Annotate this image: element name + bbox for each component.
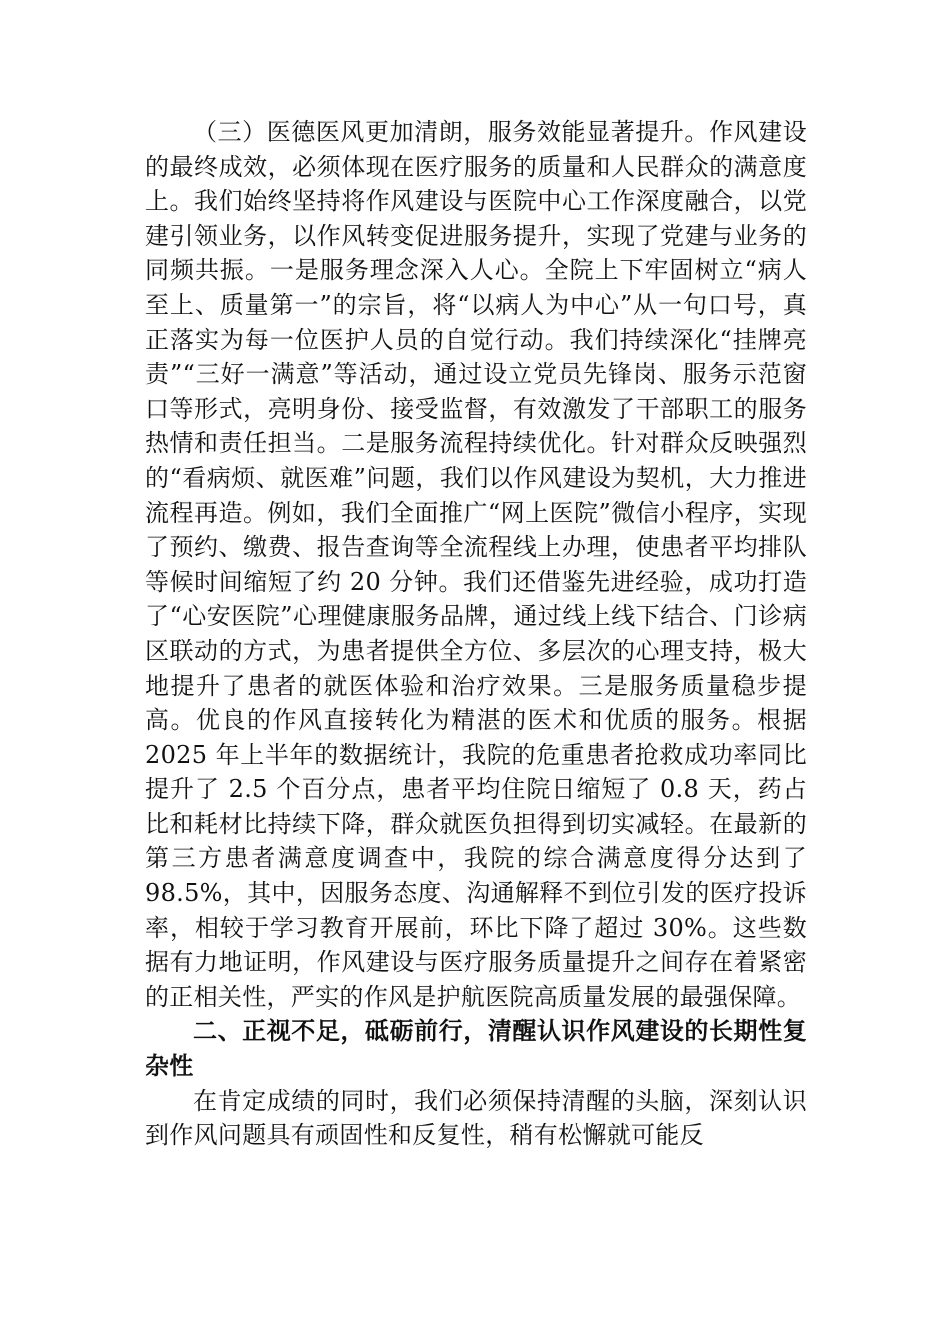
document-body xyxy=(145,115,807,1153)
section-heading: 二、正视不足，砥砺前行，清醒认识作风建设的长期性复杂性 xyxy=(145,1016,807,1081)
body-paragraph: 在肯定成绩的同时，我们必须保持清醒的头脑，深刻认识到作风问题具有顽固性和反复性，稍有松懈就可能反 xyxy=(145,1086,807,1150)
body-paragraph: （三）医德医风更加清朗，服务效能显著提升。作风建设的最终成效，必须体现在医疗服务的质量和人民群众的满意度上。我们始终坚持将作风建设与医院中心工作深度融合，以党建引领业务，以作风转变促进服务提升，实现了党建与业务的同频共振。一是服务理念深入人心。全院上下牢固树立“病人至上、质量第一”的宗旨，将“以病人为中心”从一句口号，真正落实为每一位医护人员的自觉行动。我们持续深化“挂牌亮责”“三好一满意”等活动，通过设立党员先锋岗、服务示范窗口等形式，亮明身份、接受监督，有效激发了干部职工的服务热情和责任担当。二是服务流程持续优化。针对群众反映强烈的“看病烦、就医难”问题，我们以作风建设为契机，大力推进流程再造。例如，我们全面推广“网上医院”微信小程序，实现了预约、缴费、报告查询等全流程线上办理，使患者平均排队等候时间缩短了约 20 分钟。我们还借鉴先进经验，成功打造了“心安医院”心理健康服务品牌，通过线上线下结合、门诊病区联动的方式，为患者提供全方位、多层次的心理支持，极大地提升了患者的就医体验和治疗效果。三是服务质量稳步提高。优良的作风直接转化为精湛的医术和优质的服务。根据 2025 年上半年的数据统计，我院的危重患者抢救成功率同比提升了 2.5 个百分点，患者平均住院日缩短了 0.8 天，药占比和耗材比持续下降，群众就医负担得到切实减轻。在最新的第三方患者满意度调查中，我院的综合满意度得分达到了 98.5%，其中，因服务态度、沟通解释不到位引发的医疗投诉率，相较于学习教育开展前，环比下降了超过 30%。这些数据有力地证明，作风建设与医疗服务质量提升之间存在着紧密的正相关性，严实的作风是护航医院高质量发展的最强保障。 xyxy=(145,118,807,1011)
